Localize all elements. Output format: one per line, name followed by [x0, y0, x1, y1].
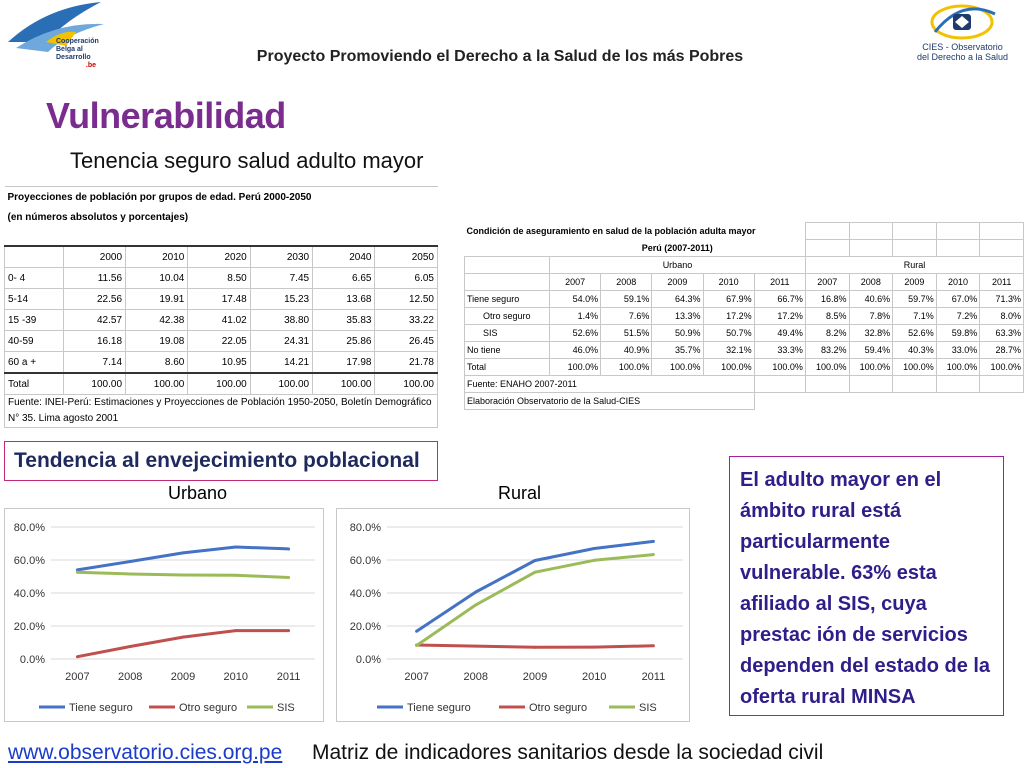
table2-cell: 52.6%: [550, 325, 601, 342]
table2-cell: 32.8%: [849, 325, 893, 342]
table2-subcaption: Perú (2007-2011): [641, 242, 713, 253]
data-point: [534, 646, 537, 649]
series-line: [417, 555, 654, 646]
table2-cell: 40.9%: [601, 342, 652, 359]
urbano-line-chart: [4, 508, 324, 722]
table1-year: 2020: [188, 246, 250, 268]
table1-cell: 6.65: [313, 268, 375, 289]
table2-cell: 50.9%: [652, 325, 703, 342]
data-point: [593, 559, 596, 562]
table1-cell: 35.83: [313, 310, 375, 331]
series-line: [417, 541, 654, 631]
chart-label-urbano: Urbano: [168, 483, 228, 503]
data-point: [534, 559, 537, 562]
table1-cell: 8.60: [126, 352, 188, 374]
header-title: Proyecto Promoviendo el Derecho a la Salud de los más Pobres: [256, 48, 744, 65]
page-title: Vulnerabilidad: [46, 95, 286, 136]
table2-cell: 63.3%: [980, 325, 1024, 342]
table1-cell: 6.05: [375, 268, 438, 289]
table2-row: [465, 291, 1024, 308]
table1-year: 2010: [126, 246, 188, 268]
table1-cell: 26.45: [375, 331, 438, 352]
table1-cell: 42.57: [63, 310, 125, 331]
table1-cell: 16.18: [63, 331, 125, 352]
table1-row-label: Total: [5, 373, 64, 395]
table2-cell: 66.7%: [754, 291, 805, 308]
group-rural: Rural: [805, 257, 1023, 274]
chart-label-rural: Rural: [498, 483, 542, 503]
table2-cell: 8.5%: [805, 308, 849, 325]
data-point: [593, 547, 596, 550]
footer-text: Matriz de indicadores sanitarios desde la sociedad civil: [312, 741, 824, 764]
table2-year: 2009: [652, 274, 703, 291]
table2-cell: 16.8%: [805, 291, 849, 308]
data-point: [287, 547, 290, 550]
trend-label: Tendencia al envejecimiento poblacional: [14, 449, 420, 472]
table1-cell: 17.48: [188, 289, 250, 310]
table1-row: [5, 373, 438, 395]
table1-cell: 100.00: [250, 373, 312, 395]
y-tick-label: 0.0%: [19, 654, 45, 666]
table2-cell: 46.0%: [550, 342, 601, 359]
footer-website-link[interactable]: www.observatorio.cies.org.pe: [8, 741, 283, 764]
table1-cell: 7.14: [63, 352, 125, 374]
table1-cell: 13.68: [313, 289, 375, 310]
table1-cell: 19.91: [126, 289, 188, 310]
table2-row-label: SIS: [465, 325, 550, 342]
x-tick-label: 2008: [117, 671, 143, 683]
table2-row-label: Otro seguro: [465, 308, 550, 325]
table2-cell: 8.0%: [980, 308, 1024, 325]
data-point: [182, 574, 185, 577]
data-point: [534, 571, 537, 574]
insurance-condition-table: [464, 222, 1024, 410]
table1-cell: 22.56: [63, 289, 125, 310]
table1-cell: 14.21: [250, 352, 312, 374]
table1-source: Fuente: INEI-Perú: Estimaciones y Proyecciones de Población 1950-2050, Boletín Demográfico N° 35. Lima agosto 2001: [5, 395, 438, 428]
table1-cell: 8.50: [188, 268, 250, 289]
table1-cell: 22.05: [188, 331, 250, 352]
table1-cell: 10.04: [126, 268, 188, 289]
x-tick-label: 2010: [581, 671, 607, 683]
table2-cell: 100.0%: [849, 359, 893, 376]
table2-row-label: No tiene: [465, 342, 550, 359]
table2-cell: 100.0%: [936, 359, 980, 376]
table1-cell: 15.23: [250, 289, 312, 310]
table2-cell: 33.3%: [754, 342, 805, 359]
table1-cell: 25.86: [313, 331, 375, 352]
rural-line-chart: [336, 508, 690, 722]
table2-row-label: Total: [465, 359, 550, 376]
table1-year: 2030: [250, 246, 312, 268]
table1-cell: 11.56: [63, 268, 125, 289]
table1-cell: 12.50: [375, 289, 438, 310]
table2-cell: 50.7%: [703, 325, 754, 342]
table2-row: [465, 342, 1024, 359]
table2-cell: 100.0%: [805, 359, 849, 376]
table2-cell: 7.1%: [893, 308, 937, 325]
table2-cell: 1.4%: [550, 308, 601, 325]
y-tick-label: 60.0%: [13, 555, 45, 567]
table2-cell: 67.9%: [703, 291, 754, 308]
data-point: [76, 571, 79, 574]
legend-label: SIS: [277, 702, 295, 714]
table1-cell: 19.08: [126, 331, 188, 352]
table1-cell: 100.00: [188, 373, 250, 395]
table2-cell: 51.5%: [601, 325, 652, 342]
table2-year: 2007: [550, 274, 601, 291]
table1-year: 2050: [375, 246, 438, 268]
table1-cell: 17.98: [313, 352, 375, 374]
y-tick-label: 0.0%: [355, 654, 381, 666]
data-point: [474, 591, 477, 594]
table2-row: [465, 325, 1024, 342]
data-point: [234, 545, 237, 548]
table2-cell: 17.2%: [754, 308, 805, 325]
x-tick-label: 2009: [170, 671, 196, 683]
logo-right-line2: del Derecho a la Salud: [916, 52, 1009, 62]
table2-cell: 100.0%: [703, 359, 754, 376]
y-tick-label: 80.0%: [349, 522, 381, 534]
table2-cell: 100.0%: [893, 359, 937, 376]
table2-cell: 100.0%: [754, 359, 805, 376]
series-line: [77, 631, 288, 657]
table1-cell: 21.78: [375, 352, 438, 374]
table2-year: 2007: [805, 274, 849, 291]
x-tick-label: 2009: [522, 671, 548, 683]
legend-label: Otro seguro: [179, 702, 238, 714]
table1-row-label: 40-59: [5, 331, 64, 352]
table2-year: 2010: [936, 274, 980, 291]
data-point: [287, 576, 290, 579]
table2-row: [465, 359, 1024, 376]
population-projection-table: [4, 186, 438, 428]
data-point: [652, 553, 655, 556]
table2-cell: 100.0%: [980, 359, 1024, 376]
y-tick-label: 40.0%: [349, 588, 381, 600]
table2-row-label: Tiene seguro: [465, 291, 550, 308]
table2-year: 2009: [893, 274, 937, 291]
table1-cell: 33.22: [375, 310, 438, 331]
table2-cell: 59.8%: [936, 325, 980, 342]
data-point: [182, 636, 185, 639]
data-point: [129, 645, 132, 648]
table1-year: 2040: [313, 246, 375, 268]
cies-emblem-icon: [905, 2, 1020, 42]
table2-cell: 100.0%: [550, 359, 601, 376]
table2-cell: 71.3%: [980, 291, 1024, 308]
y-tick-label: 20.0%: [349, 621, 381, 633]
table1-row: [5, 352, 438, 374]
table2-cell: 59.4%: [849, 342, 893, 359]
table1-row: [5, 310, 438, 331]
table2-cell: 33.0%: [936, 342, 980, 359]
logo-left-line2: Belga al Desarrollo: [56, 46, 91, 61]
data-point: [234, 629, 237, 632]
table2-row: [465, 308, 1024, 325]
table2-year: 2008: [601, 274, 652, 291]
table1-cell: 24.31: [250, 331, 312, 352]
table1-row-label: 0- 4: [5, 268, 64, 289]
table1-subcaption: (en números absolutos y porcentajes): [7, 211, 189, 223]
x-tick-label: 2011: [276, 671, 301, 683]
table2-caption: Condición de aseguramiento en salud de la población adulta mayor: [466, 226, 756, 236]
table1-cell: 41.02: [188, 310, 250, 331]
series-line: [77, 547, 288, 570]
table2-cell: 54.0%: [550, 291, 601, 308]
table2-cell: 100.0%: [652, 359, 703, 376]
x-tick-label: 2011: [641, 671, 666, 683]
logo-left-line3: .be: [85, 62, 96, 69]
table2-cell: 7.2%: [936, 308, 980, 325]
table2-cell: 100.0%: [601, 359, 652, 376]
table2-cell: 28.7%: [980, 342, 1024, 359]
note-text: El adulto mayor en el ámbito rural está particularmente vulnerable. 63% esta afiliado al SIS, cuya prestac ión de servicios dependen del estado de la oferta rural MINSA: [740, 469, 991, 708]
y-tick-label: 80.0%: [13, 522, 45, 534]
table1-row-label: 15 -39: [5, 310, 64, 331]
x-tick-label: 2008: [463, 671, 489, 683]
table2-source: Fuente: ENAHO 2007-2011: [465, 376, 755, 393]
table2-year: 2010: [703, 274, 754, 291]
table1-year: 2000: [63, 246, 125, 268]
x-tick-label: 2007: [65, 671, 90, 683]
cies-observatorio-logo: [905, 2, 1020, 64]
table2-cell: 67.0%: [936, 291, 980, 308]
x-tick-label: 2010: [223, 671, 249, 683]
data-point: [652, 644, 655, 647]
data-point: [76, 655, 79, 658]
legend-label: Otro seguro: [529, 702, 588, 714]
subtitle: Tenencia seguro salud adulto mayor: [70, 148, 424, 173]
data-point: [593, 646, 596, 649]
data-point: [474, 645, 477, 648]
legend-label: Tiene seguro: [407, 702, 471, 714]
table1-cell: 10.95: [188, 352, 250, 374]
legend-label: Tiene seguro: [69, 702, 133, 714]
y-tick-label: 40.0%: [13, 588, 45, 600]
y-tick-label: 60.0%: [349, 555, 381, 567]
logo-right-line1: CIES - Observatorio: [922, 42, 1003, 52]
data-point: [182, 551, 185, 554]
table2-year: 2011: [754, 274, 805, 291]
table1-row: [5, 268, 438, 289]
table2-cell: 83.2%: [805, 342, 849, 359]
table2-year: 2008: [849, 274, 893, 291]
group-urbano: Urbano: [550, 257, 806, 274]
table2-cell: 7.6%: [601, 308, 652, 325]
table2-cell: 7.8%: [849, 308, 893, 325]
table2-cell: 35.7%: [652, 342, 703, 359]
table2-cell: 59.1%: [601, 291, 652, 308]
table1-cell: 100.00: [313, 373, 375, 395]
table1-row: [5, 289, 438, 310]
table1-header-row: [5, 246, 438, 268]
data-point: [415, 644, 418, 647]
table1-cell: 38.80: [250, 310, 312, 331]
table1-row: [5, 331, 438, 352]
table2-cell: 64.3%: [652, 291, 703, 308]
note-box: [729, 456, 1004, 716]
x-tick-label: 2007: [404, 671, 429, 683]
table2-cell: 13.3%: [652, 308, 703, 325]
table1-caption: Proyecciones de población por grupos de edad. Perú 2000-2050: [5, 187, 438, 208]
table1-cell: 100.00: [63, 373, 125, 395]
table2-cell: 8.2%: [805, 325, 849, 342]
table2-cell: 49.4%: [754, 325, 805, 342]
table2-cell: 59.7%: [893, 291, 937, 308]
table2-cell: 40.6%: [849, 291, 893, 308]
urbano-chart-svg: [5, 509, 323, 721]
data-point: [287, 629, 290, 632]
y-tick-label: 20.0%: [13, 621, 45, 633]
table1-cell: 100.00: [126, 373, 188, 395]
data-point: [234, 574, 237, 577]
data-point: [652, 540, 655, 543]
data-point: [415, 630, 418, 633]
table1-cell: 100.00: [375, 373, 438, 395]
table2-cell: 32.1%: [703, 342, 754, 359]
data-point: [474, 603, 477, 606]
table2-year-row: [465, 274, 1024, 291]
data-point: [129, 573, 132, 576]
table2-group-row: [465, 257, 1024, 274]
table1-row-label: 60 a +: [5, 352, 64, 374]
logo-left-line1: Cooperación: [56, 38, 99, 45]
table2-year: 2011: [980, 274, 1024, 291]
table2-cell: 17.2%: [703, 308, 754, 325]
rural-chart-svg: [337, 509, 689, 721]
table2-elaboration: Elaboración Observatorio de la Salud-CIES: [465, 393, 755, 410]
table1-row-label: 5-14: [5, 289, 64, 310]
table2-cell: 52.6%: [893, 325, 937, 342]
legend-label: SIS: [639, 702, 657, 714]
table1-cell: 42.38: [126, 310, 188, 331]
table1-cell: 7.45: [250, 268, 312, 289]
data-point: [129, 560, 132, 563]
table2-cell: 40.3%: [893, 342, 937, 359]
